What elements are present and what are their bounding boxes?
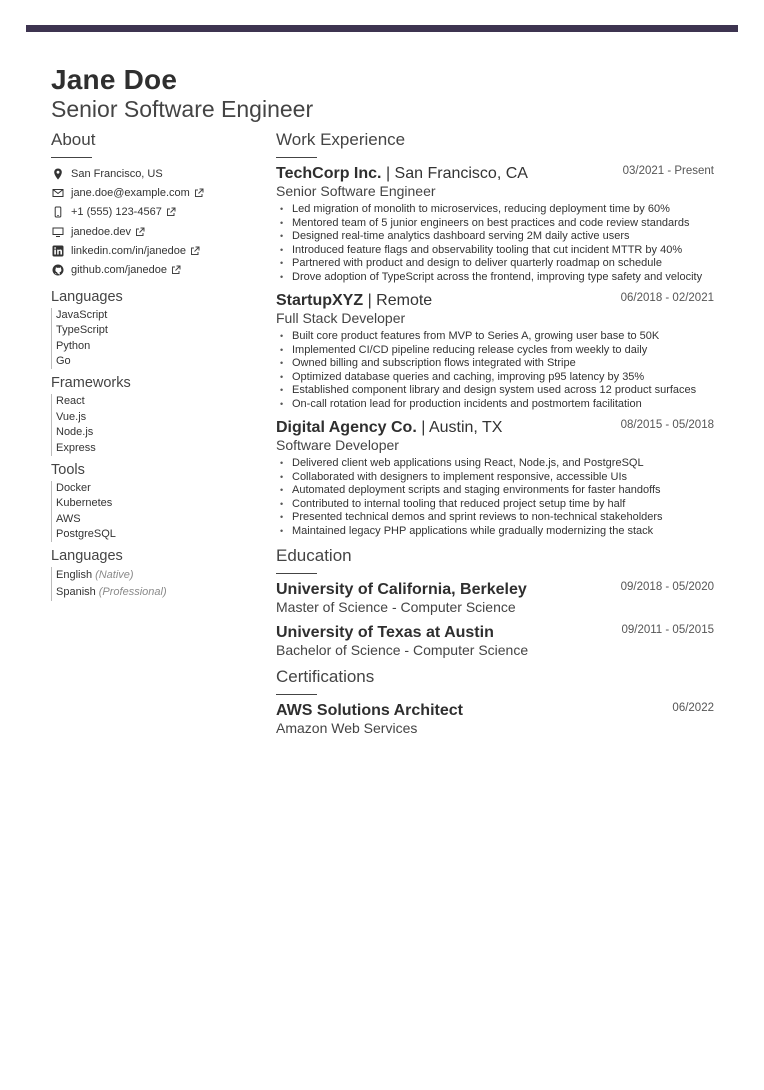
job-bullets <box>276 330 714 411</box>
skill-item: AWS <box>51 512 251 527</box>
phone-icon <box>51 206 64 219</box>
job-entry <box>276 165 714 284</box>
job-bullets <box>276 203 714 284</box>
bullet-item: • Introduced feature flags and observability tooling that cut incident MTTR by 40% <box>276 244 714 258</box>
contact-linkedin-text[interactable]: linkedin.com/in/janedoe <box>71 244 186 257</box>
job-company: TechCorp Inc. <box>276 165 382 182</box>
contact-email[interactable] <box>51 183 251 202</box>
spoken-languages <box>51 548 251 601</box>
skills-heading: Languages <box>51 288 123 305</box>
job-entry <box>276 292 714 411</box>
sidebar <box>51 130 251 601</box>
job-role: Software Developer <box>276 437 399 453</box>
contact-phone-text[interactable]: +1 (555) 123-4567 <box>71 206 162 219</box>
certification-entry <box>276 702 714 737</box>
job-bullets <box>276 457 714 538</box>
job-dates: 08/2015 - 05/2018 <box>620 419 714 431</box>
languages-heading: Languages <box>51 548 123 565</box>
linkedin-icon <box>51 244 64 257</box>
main-content <box>276 130 714 745</box>
education-entry <box>276 624 714 659</box>
skills-heading: Tools <box>51 461 85 478</box>
skills-tools <box>51 462 251 543</box>
education-dates: 09/2011 - 05/2015 <box>621 624 714 636</box>
contact-location-text: San Francisco, US <box>71 167 163 180</box>
skill-item: Node.js <box>51 425 251 440</box>
contact-linkedin[interactable] <box>51 241 251 260</box>
bullet-item: • Established component library and design system used across 12 product surfaces <box>276 384 714 398</box>
section-rule <box>276 157 317 158</box>
bullet-item: • Contributed to internal tooling that reduced project setup time by half <box>276 498 714 512</box>
skill-item: JavaScript <box>51 308 251 323</box>
envelope-icon <box>51 186 64 199</box>
bullet-item: • Designed real-time analytics dashboard serving 2M daily active users <box>276 230 714 244</box>
contact-github[interactable] <box>51 260 251 279</box>
skill-item: Express <box>51 441 251 456</box>
bullet-item: • Implemented CI/CD pipeline reducing release cycles from weekly to daily <box>276 344 714 358</box>
job-role: Full Stack Developer <box>276 310 406 326</box>
external-link-icon[interactable] <box>194 188 204 198</box>
skill-item: Kubernetes <box>51 496 251 511</box>
job-role: Senior Software Engineer <box>276 183 436 199</box>
skills-frameworks <box>51 375 251 456</box>
contact-list <box>51 164 251 280</box>
candidate-title: Senior Software Engineer <box>51 96 314 122</box>
monitor-icon <box>51 225 64 238</box>
certifications-heading: Certifications <box>276 667 375 686</box>
contact-github-text[interactable]: github.com/janedoe <box>71 264 168 277</box>
bullet-item: • Collaborated with designers to implement responsive, accessible UIs <box>276 471 714 485</box>
contact-location <box>51 164 251 183</box>
education-school: University of Texas at Austin <box>276 624 494 641</box>
certification-date: 06/2022 <box>672 702 714 714</box>
bullet-item: • Partnered with product and design to deliver quarterly roadmap on schedule <box>276 257 714 271</box>
education-entry <box>276 581 714 616</box>
skill-item: Docker <box>51 481 251 496</box>
language-level: (Professional) <box>98 586 167 599</box>
contact-website-text[interactable]: janedoe.dev <box>71 225 131 238</box>
job-location: | Remote <box>367 292 433 309</box>
job-entry <box>276 419 714 538</box>
external-link-icon[interactable] <box>171 265 181 275</box>
job-company: Digital Agency Co. <box>276 419 417 436</box>
language-item <box>51 584 251 601</box>
bullet-item: • Built core product features from MVP to Series A, growing user base to 50K <box>276 330 714 344</box>
skill-item: React <box>51 394 251 409</box>
bullet-item: • On-call rotation lead for production incidents and postmortem facilitation <box>276 398 714 412</box>
education-school: University of California, Berkeley <box>276 581 527 598</box>
bullet-item: • Delivered client web applications using React, Node.js, and PostgreSQL <box>276 457 714 471</box>
skill-item: Python <box>51 339 251 354</box>
bullet-item: • Led migration of monolith to microservices, reducing deployment time by 60% <box>276 203 714 217</box>
education-degree: Bachelor of Science - Computer Science <box>276 642 529 658</box>
contact-website[interactable] <box>51 222 251 241</box>
section-rule <box>276 573 317 574</box>
github-icon <box>51 264 64 277</box>
bullet-item: • Drove adoption of TypeScript across the frontend, improving type safety and velocity <box>276 271 714 285</box>
education-dates: 09/2018 - 05/2020 <box>620 581 714 593</box>
external-link-icon[interactable] <box>135 227 145 237</box>
external-link-icon[interactable] <box>166 207 176 217</box>
bullet-item: • Presented technical demos and sprint reviews to non-technical stakeholders <box>276 511 714 525</box>
accent-bar <box>26 25 738 32</box>
job-dates: 06/2018 - 02/2021 <box>620 292 714 304</box>
work-heading: Work Experience <box>276 130 406 149</box>
location-pin-icon <box>51 167 64 180</box>
contact-phone[interactable] <box>51 203 251 222</box>
contact-email-text[interactable]: jane.doe@example.com <box>71 186 190 199</box>
job-location: | San Francisco, CA <box>385 165 528 182</box>
external-link-icon[interactable] <box>190 246 200 256</box>
language-name: Spanish <box>56 586 96 599</box>
bullet-item: • Mentored team of 5 junior engineers on best practices and code review standards <box>276 217 714 231</box>
job-location: | Austin, TX <box>421 419 503 436</box>
skills-languages <box>51 289 251 370</box>
language-item <box>51 567 251 584</box>
education-degree: Master of Science - Computer Science <box>276 599 516 615</box>
language-name: English <box>56 569 93 582</box>
skill-item: Vue.js <box>51 410 251 425</box>
section-rule <box>51 157 92 158</box>
language-level: (Native) <box>95 569 134 582</box>
job-dates: 03/2021 - Present <box>622 165 714 177</box>
bullet-item: • Maintained legacy PHP applications while gradually modernizing the stack <box>276 525 714 539</box>
section-rule <box>276 694 317 695</box>
skills-heading: Frameworks <box>51 375 131 392</box>
skill-item: PostgreSQL <box>51 527 251 542</box>
bullet-item: • Optimized database queries and caching, improving p95 latency by 35% <box>276 371 714 385</box>
education-heading: Education <box>276 546 352 565</box>
job-company: StartupXYZ <box>276 292 364 309</box>
skill-item: TypeScript <box>51 323 251 338</box>
certification-name: AWS Solutions Architect <box>276 702 463 719</box>
certification-issuer: Amazon Web Services <box>276 720 418 736</box>
candidate-name: Jane Doe <box>51 64 178 95</box>
skill-item: Go <box>51 354 251 369</box>
bullet-item: • Automated deployment scripts and staging environments for faster handoffs <box>276 484 714 498</box>
about-heading: About <box>51 130 96 149</box>
bullet-item: • Owned billing and subscription flows integrated with Stripe <box>276 357 714 371</box>
